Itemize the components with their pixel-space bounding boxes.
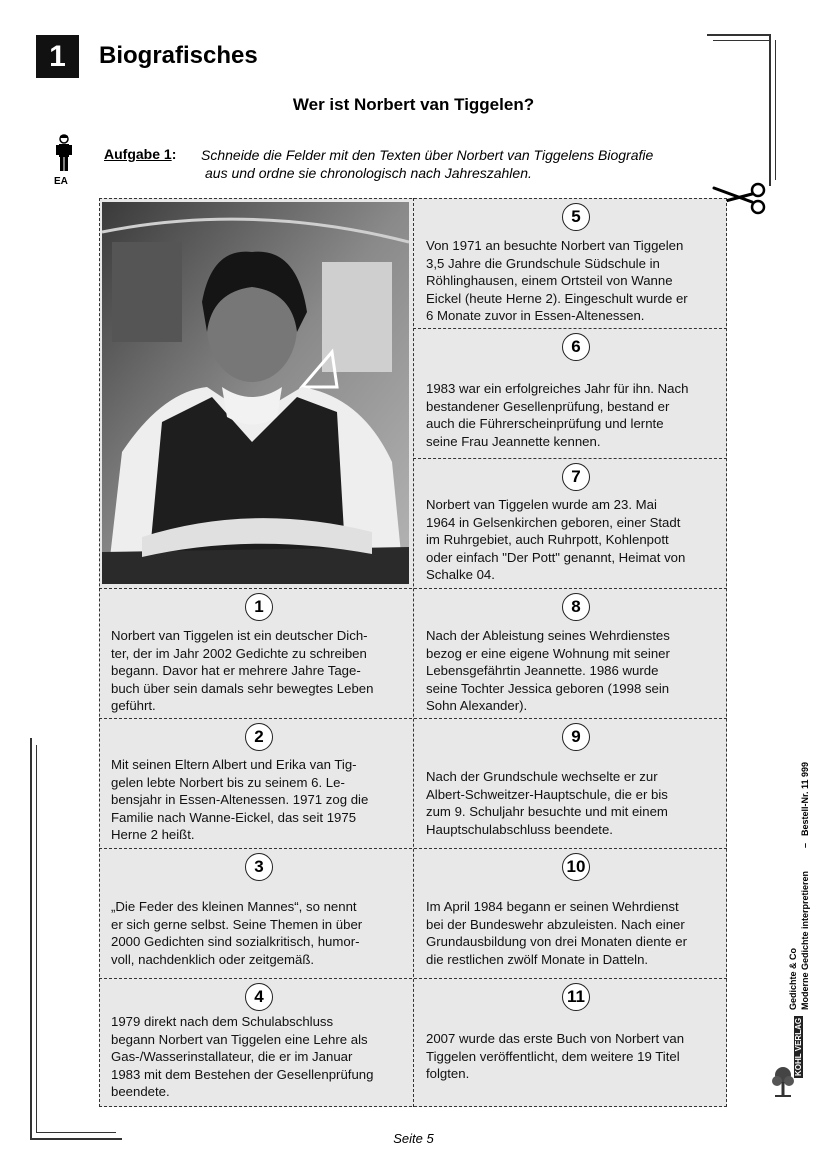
card-line: Familie nach Wanne-Eickel, das seit 1975 bbox=[111, 809, 357, 825]
card-line: 6 Monate zuvor in Essen-Altenessen. bbox=[426, 308, 645, 323]
card-number: 7 bbox=[562, 463, 590, 491]
card-line: Gas-/Wasserinstallateur, die er im Januar bbox=[111, 1049, 353, 1064]
frame-line bbox=[30, 738, 32, 1138]
card-line: bensjahr in Essen-Altenessen. 1971 zog die bbox=[111, 792, 369, 807]
card-text bbox=[426, 898, 687, 968]
sidebar-dash: – bbox=[800, 842, 810, 848]
card-number: 3 bbox=[245, 853, 273, 881]
task-label-colon: : bbox=[171, 146, 177, 162]
frame-line bbox=[713, 40, 771, 41]
card-number: 4 bbox=[245, 983, 273, 1011]
card-line: Im April 1984 begann er seinen Wehrdienst bbox=[426, 899, 679, 914]
card-line: Tiggelen veröffentlicht, dem weitere 19 Titel bbox=[426, 1048, 680, 1064]
card-line: Mit seinen Eltern Albert und Erika van Tig- bbox=[111, 757, 357, 772]
book-title: Moderne Gedichte interpretieren bbox=[800, 870, 810, 1010]
publisher-name: KOHL VERLAG bbox=[794, 1017, 803, 1076]
card-text bbox=[111, 627, 373, 715]
card-line: geführt. bbox=[111, 698, 156, 713]
card-line: Hauptschulabschluss beendete. bbox=[426, 821, 613, 837]
card-line: Röhlinghausen, einem Ortsteil von Wanne bbox=[426, 273, 673, 288]
task-label-text: Aufgabe 1 bbox=[104, 146, 172, 162]
cut-line bbox=[99, 588, 727, 589]
card-text bbox=[426, 627, 670, 715]
card-line: 1983 war ein erfolgreiches Jahr für ihn. Nach bbox=[426, 381, 689, 396]
page-number: Seite 5 bbox=[393, 1131, 434, 1146]
card-text bbox=[426, 1030, 684, 1083]
card-line: 3,5 Jahre die Grundschule Südschule in bbox=[426, 255, 660, 271]
cut-line bbox=[413, 458, 727, 459]
card-line: bezog er eine eigene Wohnung mit seiner bbox=[426, 645, 670, 661]
task-line-2: aus und ordne sie chronologisch nach Jahreszahlen. bbox=[205, 165, 532, 181]
card-number: 6 bbox=[562, 333, 590, 361]
card-line: 2007 wurde das erste Buch von Norbert van bbox=[426, 1031, 685, 1046]
card-line: begann Norbert van Tiggelen eine Lehre als bbox=[111, 1031, 368, 1047]
card-line: die restlichen zwölf Monate in Datteln. bbox=[426, 951, 649, 967]
card-line: Lebensgefährtin Jeannette. 1986 wurde bbox=[426, 663, 659, 678]
cut-line bbox=[99, 978, 727, 979]
card-line: oder einfach "Der Pott" genannt, Heimat von bbox=[426, 549, 686, 565]
task-label bbox=[104, 146, 176, 162]
card-line: Norbert van Tiggelen wurde am 23. Mai bbox=[426, 497, 657, 512]
card-line: 1979 direkt nach dem Schulabschluss bbox=[111, 1014, 334, 1029]
card-text bbox=[426, 237, 688, 325]
card-line: Norbert van Tiggelen ist ein deutscher Dich- bbox=[111, 628, 368, 643]
task-instruction bbox=[201, 146, 741, 182]
cut-line bbox=[99, 718, 727, 719]
card-number: 8 bbox=[562, 593, 590, 621]
card-line: Nach der Grundschule wechselte er zur bbox=[426, 769, 658, 784]
card-number: 10 bbox=[562, 853, 590, 881]
work-mode-label: EA bbox=[54, 176, 68, 187]
card-line: Grundausbildung von drei Monaten diente er bbox=[426, 934, 687, 949]
card-line: voll, nachdenklich oder zeitgemäß. bbox=[111, 951, 315, 967]
cut-line bbox=[413, 328, 727, 329]
card-text bbox=[111, 756, 368, 844]
card-line: zum 9. Schuljahr besuchte und mit einem bbox=[426, 804, 668, 819]
card-line: Sohn Alexander). bbox=[426, 698, 528, 713]
frame-line bbox=[707, 34, 769, 36]
chapter-title: Biografisches bbox=[99, 42, 258, 69]
card-line: „Die Feder des kleinen Mannes“, so nennt bbox=[111, 899, 357, 914]
card-line: 2000 Gedichten sind sozialkritisch, humor- bbox=[111, 934, 360, 949]
card-line: bestandener Gesellenprüfung, bestand er bbox=[426, 398, 670, 414]
card-text bbox=[111, 1013, 373, 1101]
cut-line-vertical bbox=[413, 198, 414, 1107]
card-line: er sich gerne selbst. Seine Themen in über bbox=[111, 916, 363, 932]
card-line: seine Frau Jeannette kennen. bbox=[426, 433, 601, 449]
student-figure-icon bbox=[55, 134, 73, 174]
card-line: auch die Führerscheinprüfung und lernte bbox=[426, 416, 664, 431]
order-number: Bestell-Nr. 11 999 bbox=[800, 761, 810, 836]
card-line: Herne 2 heißt. bbox=[111, 827, 195, 842]
card-line: Albert-Schweitzer-Hauptschule, die er bis bbox=[426, 786, 668, 802]
card-text bbox=[426, 380, 688, 450]
card-text bbox=[426, 768, 668, 838]
cut-line bbox=[99, 848, 727, 849]
card-line: ter, der im Jahr 2002 Gedichte zu schreiben bbox=[111, 645, 367, 661]
card-line: begann. Davor hat er mehrere Jahre Tage- bbox=[111, 663, 361, 678]
author-photo bbox=[102, 202, 409, 584]
card-line: 1964 in Gelsenkirchen geboren, einer Stadt bbox=[426, 514, 681, 530]
card-line: gelen lebte Norbert bis zu seinem 6. Le- bbox=[111, 774, 345, 790]
task-line-1: Schneide die Felder mit den Texten über Norbert van Tiggelens Biografie bbox=[201, 147, 654, 163]
page-subtitle: Wer ist Norbert van Tiggelen? bbox=[292, 95, 535, 114]
chapter-number-badge: 1 bbox=[36, 35, 79, 78]
card-number: 2 bbox=[245, 723, 273, 751]
card-line: Schalke 04. bbox=[426, 567, 495, 582]
card-number: 5 bbox=[562, 203, 590, 231]
card-number: 11 bbox=[562, 983, 590, 1011]
card-line: Eickel (heute Herne 2). Eingeschult wurde er bbox=[426, 290, 688, 306]
card-line: folgten. bbox=[426, 1066, 470, 1081]
card-text bbox=[426, 496, 685, 584]
series-title: Gedichte & Co bbox=[788, 947, 798, 1010]
card-number: 9 bbox=[562, 723, 590, 751]
frame-line bbox=[36, 745, 37, 1132]
card-line: Nach der Ableistung seines Wehrdienstes bbox=[426, 628, 670, 643]
card-line: im Ruhrgebiet, auch Ruhrpott, Kohlenpott bbox=[426, 532, 669, 547]
card-line: buch über sein damals sehr bewegtes Leben bbox=[111, 680, 374, 696]
publisher-tree-icon bbox=[772, 1066, 794, 1100]
card-line: bei der Bundeswehr abzuleisten. Nach einer bbox=[426, 916, 685, 932]
card-text bbox=[111, 898, 362, 968]
card-line: 1983 mit dem Bestehen der Gesellenprüfung bbox=[111, 1066, 374, 1082]
card-line: Von 1971 an besuchte Norbert van Tiggelen bbox=[426, 238, 684, 253]
card-number: 1 bbox=[245, 593, 273, 621]
card-line: beendete. bbox=[111, 1084, 170, 1099]
card-line: seine Tochter Jessica geboren (1998 sein bbox=[426, 680, 670, 696]
